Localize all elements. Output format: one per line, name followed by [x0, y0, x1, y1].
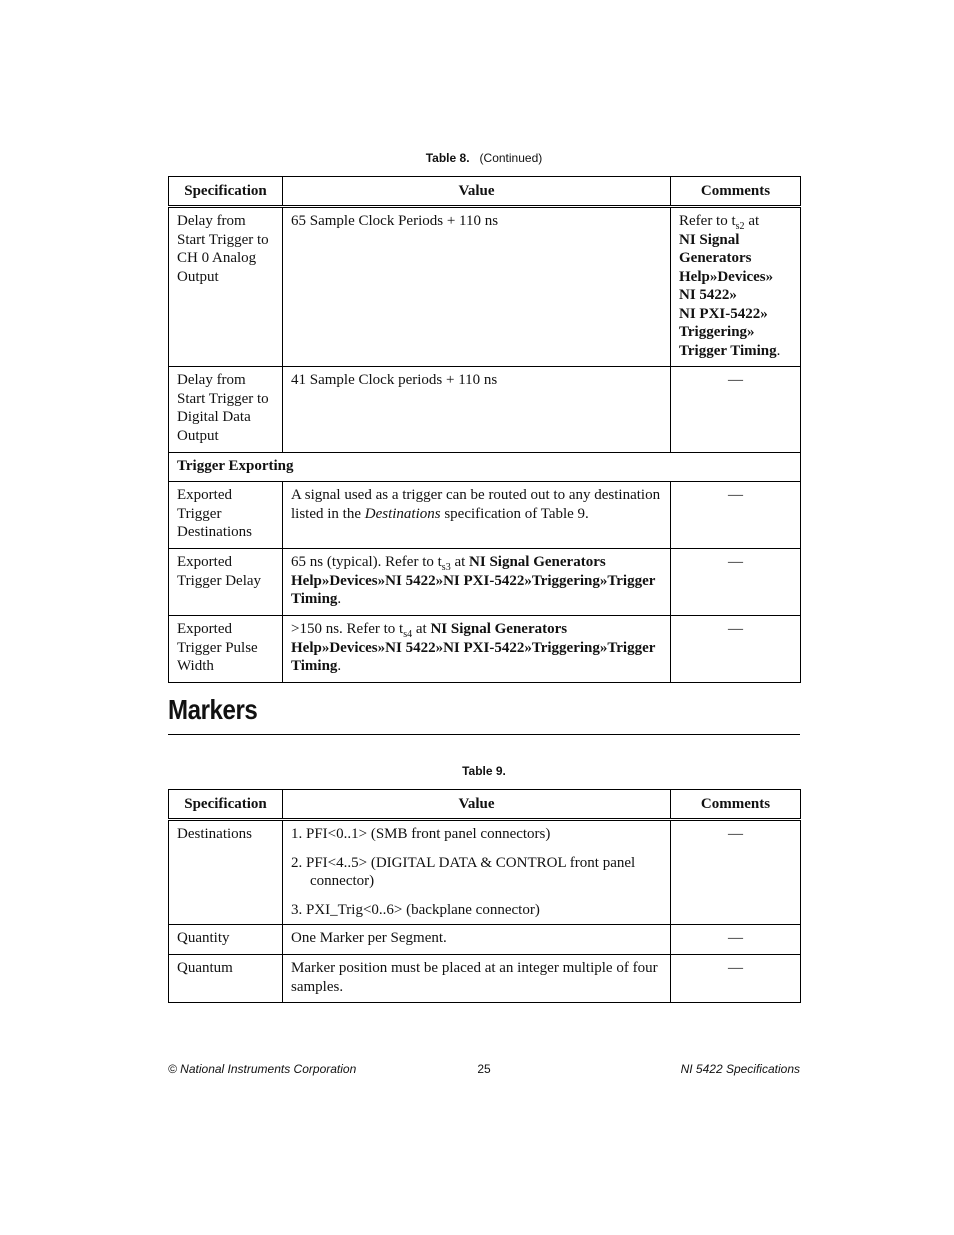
value-text: specification of Table 9.: [440, 505, 589, 522]
comment-text: Refer to t: [679, 213, 736, 229]
footer-right: NI 5422 Specifications: [680, 1062, 800, 1076]
value-italic: Destinations: [364, 505, 441, 522]
comment-cell: —: [671, 925, 801, 955]
table8-header-spec: Specification: [169, 177, 283, 207]
table-row: [169, 616, 801, 683]
value-text: >150 ns. Refer to t: [291, 621, 404, 637]
spec-cell: Exported Trigger Destinations: [169, 482, 283, 549]
value-cell: [283, 616, 671, 683]
comment-cell: —: [671, 367, 801, 453]
table-row: [169, 925, 801, 955]
section-title: Markers: [168, 694, 258, 725]
help-path-segment: NI PXI-5422»: [679, 305, 768, 322]
subscript: s4: [403, 629, 413, 640]
table8: [168, 176, 801, 683]
spec-cell: Exported Trigger Delay: [169, 549, 283, 616]
value-cell: One Marker per Segment.: [283, 925, 671, 955]
table8-caption: [168, 151, 800, 165]
table9-header-value: Value: [283, 790, 671, 820]
spec-cell: Quantum: [169, 955, 283, 1003]
spec-cell: Quantity: [169, 925, 283, 955]
destinations-list: [291, 825, 662, 919]
comment-text: at: [744, 213, 760, 229]
subscript: s2: [735, 221, 745, 232]
value-text: A signal used as a trigger can be routed out to any destination listed in the: [291, 487, 661, 522]
table9-caption: [168, 764, 800, 778]
help-path: NI Signal Generators Help»Devices»NI 5422»NI PXI-5422»Triggering»Trigger Timing: [291, 554, 656, 607]
spec-cell: Exported Trigger Pulse Width: [169, 616, 283, 683]
list-item: 1. PFI<0..1> (SMB front panel connectors): [291, 826, 551, 842]
spec-cell: Delay from Start Trigger to Digital Data Output: [169, 367, 283, 453]
table-row: [169, 820, 801, 925]
table-row: [169, 367, 801, 453]
list-item: 2. PFI<4..5> (DIGITAL DATA & CONTROL front panel connector): [291, 854, 636, 889]
table9-caption-label: Table 9.: [462, 764, 506, 778]
page-number: 25: [477, 1062, 491, 1076]
value-cell: [283, 549, 671, 616]
value-cell: [283, 482, 671, 549]
help-path-segment: NI Signal Generators Help»Devices»: [679, 231, 774, 285]
spec-cell: Delay from Start Trigger to CH 0 Analog Output: [169, 207, 283, 367]
comment-cell: —: [671, 482, 801, 549]
help-path: NI Signal Generators Help»Devices»NI 5422»NI PXI-5422»Triggering»Trigger Timing: [291, 621, 656, 674]
comment-cell: [671, 207, 801, 367]
heading-rule: [168, 734, 800, 735]
section-row: [169, 453, 801, 482]
table-row: [169, 207, 801, 367]
table8-caption-text: (Continued): [479, 151, 543, 165]
value-cell: 65 Sample Clock Periods + 110 ns: [283, 207, 671, 367]
table9-header-spec: Specification: [169, 790, 283, 820]
value-text: at: [412, 621, 431, 637]
spec-cell: Destinations: [169, 820, 283, 925]
table-row: [169, 549, 801, 616]
table9-header-row: [169, 790, 801, 820]
value-cell: Marker position must be placed at an integer multiple of four samples.: [283, 955, 671, 1003]
table8-header-row: [169, 177, 801, 207]
table8-caption-label: Table 8.: [425, 151, 470, 165]
table9: [168, 789, 801, 1003]
help-path-segment: NI 5422»: [679, 287, 737, 303]
table8-header-value: Value: [283, 177, 671, 207]
comment-text: .: [776, 342, 781, 359]
comment-cell: —: [671, 549, 801, 616]
table8-header-comments: Comments: [671, 177, 801, 207]
comment-cell: —: [671, 820, 801, 925]
table-row: [169, 955, 801, 1003]
value-cell: 41 Sample Clock periods + 110 ns: [283, 367, 671, 453]
footer-left: © National Instruments Corporation: [168, 1062, 357, 1076]
table-row: [169, 482, 801, 549]
comment-cell: —: [671, 955, 801, 1003]
section-heading: Trigger Exporting: [169, 453, 801, 482]
table9-header-comments: Comments: [671, 790, 801, 820]
value-text: .: [337, 658, 342, 674]
help-path-segment: Trigger Timing: [679, 342, 777, 359]
help-path-segment: Triggering»: [679, 324, 755, 340]
value-text: .: [337, 591, 342, 607]
subscript: s3: [441, 562, 451, 573]
value-text: at: [450, 554, 470, 570]
comment-cell: —: [671, 616, 801, 683]
value-cell: [283, 820, 671, 925]
value-text: 65 ns (typical). Refer to t: [291, 554, 442, 570]
list-item: 3. PXI_Trig<0..6> (backplane connector): [291, 901, 540, 918]
